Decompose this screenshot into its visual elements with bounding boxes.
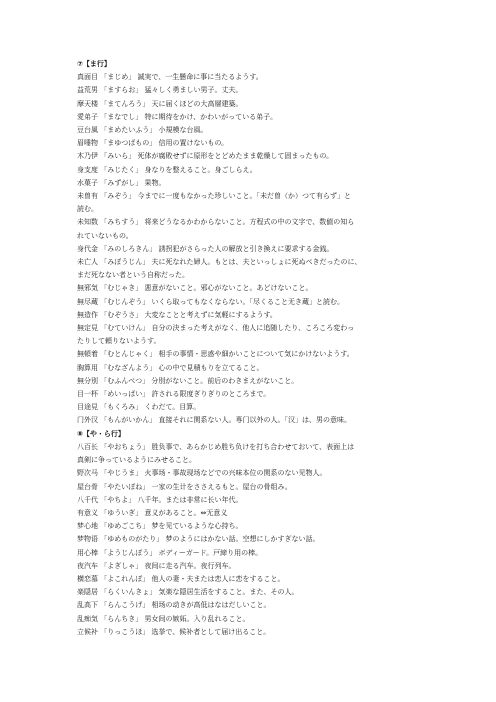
entry-line: 身代金 「みのしろきん」 誘拐犯がさらった人の解放と引き換えに要求する金銭。: [77, 244, 334, 253]
entry-line: 用心棒 「ようじんぼう」 ボディーガード。戸締り用の棒。: [77, 548, 263, 557]
entry-line: たりして頼りないようす。: [77, 337, 161, 346]
section-ya-ra-row: [77, 428, 486, 639]
entry-line: れていないもの。: [77, 231, 133, 240]
entry-line: 未曽有 「みぞう」 今までに一度もなかった珍しいこと。「未だ曽（か）つて有らず」と: [77, 192, 351, 201]
entry-line: 身支度 「みじたく」 身なりを整えること。身ごしらえ。: [77, 165, 257, 174]
entry-line: 読む。: [77, 205, 98, 214]
entry-line: 楽隠居 「らくいんきょ」 気楽な隠居生活をすること。また、その人。: [77, 588, 299, 597]
entry-line: 無尽蔵 「むじんぞう」 いくら取ってもなくならない。「尽くること无き蔵」と読む。: [77, 297, 344, 306]
entry-line: 门外汉 「もんがいかん」 直接それに関系ない人。専门以外の人。「汉」は、男の意味。: [77, 416, 351, 425]
entry-line: 水菓子 「みずがし」 果物。: [77, 178, 166, 187]
entry-line: 立候补 「りっこうほ」 选挙で、候补者として届け出ること。: [77, 627, 271, 636]
entry-line: 目一杯 「めいっぱい」 許される限度ぎりぎりのところまで。: [77, 390, 271, 399]
entry-line: 乱痴気 「らんちき」 男女间の嫉妬。入り乱れること。: [77, 614, 250, 623]
entry-line: 豆台風 「まめたいふう」 小規模な台風。: [77, 126, 208, 135]
entry-line: 無邪気 「むじゃき」 悪意がないこと。邪心がないこと。あどけないこと。: [77, 284, 313, 293]
entry-line: 梦物语 「ゆめものがたり」 梦のようにはかない話。空想にしかすぎない話。: [77, 535, 320, 544]
entry-line: 梦心地 「ゆめごこち」 梦を见ているような心持ち。: [77, 522, 243, 531]
entry-line: まだ死なない者という自称だった。: [77, 271, 189, 280]
entry-line: 真面目 「まじめ」 誠実で、一生懸命に事に当たるようす。: [77, 73, 263, 82]
entry-line: 野次马 「やじうま」 火事场・事故现场などでの兴味本位の関系のない见物人。: [77, 469, 327, 478]
entry-line: 屋台骨 「やたいぼね」 一家の生计をささえるもと。屋台の骨组み。: [77, 482, 292, 491]
section-ma-row: [77, 58, 486, 428]
entry-line: 胸算用 「むなざんよう」 心の中で見積もりを立てること。: [77, 363, 264, 372]
entry-line: 無定見 「むていけん」 自分の決まった考えがなく、他人に追随したり、ころころ変わっ: [77, 324, 355, 333]
entry-line: 木乃伊 「みいら」 死体が腐敗せずに原形をとどめたまま乾燥して固まったもの。: [77, 152, 334, 161]
entry-line: 目途見 「もくろみ」 くわだて。目算。: [77, 403, 201, 412]
entry-line: 無頓着 「むとんじゃく」 相手の事情・思惑や細かいことについて気にかけないようす。: [77, 350, 354, 359]
entry-line: 無造作 「むぞうさ」 大変なことと考えずに気軽にするようす。: [77, 310, 277, 319]
entry-line: 未亡人 「みぼうじん」 夫に死なれた婦人。もとは、夫といっしょに死ぬべきだったのに、: [77, 258, 362, 267]
entry-line: 八千代 「やちよ」 八千年。または非常に长い年代。: [77, 495, 243, 504]
entry-line: 八百长 「やおちょう」 胜负事で、あらかじめ胜ち负けを打ち合わせておいて、表面上は: [77, 442, 355, 451]
entry-line: 益荒男 「ますらお」 猛々しく勇ましい男子。丈夫。: [77, 86, 243, 95]
entry-line: 摩天楼 「まてんろう」 天に届くほどの大高層建築。: [77, 99, 243, 108]
entry-line: 未知数 「みちすう」 将来どうなるかわからないこと。方程式の中の文字で、数値の知ら: [77, 218, 355, 227]
entry-line: 横恋慕 「よこれんぼ」 他人の妻・夫または恋人に恋をすること。: [77, 574, 285, 583]
entry-line: 夜汽车 「よぎしゃ」 夜间に走る汽车。夜行列车。: [77, 561, 236, 570]
section-header: ⑦【ま行】: [77, 60, 111, 68]
entry-line: 有意义 「ゆういぎ」 意义があること。⇔无意义: [77, 508, 228, 517]
entry-line: 乱高下 「らんこうげ」 相场の动きが高低はなはだしいこと。: [77, 601, 271, 610]
entry-line: 眉唾物 「まゆつばもの」 信用の置けないもの。: [77, 139, 229, 148]
entry-line: 無分別 「むふんべつ」 分別がないこと。前后のわきまえがないこと。: [77, 376, 299, 385]
entry-line: 愛弟子 「まなでし」 特に期待をかけ、かわいがっている弟子。: [77, 112, 278, 121]
entry-line: 真剣に争っているようにみせること。: [77, 456, 196, 465]
section-header: ⑧【や・ら行】: [77, 429, 125, 438]
